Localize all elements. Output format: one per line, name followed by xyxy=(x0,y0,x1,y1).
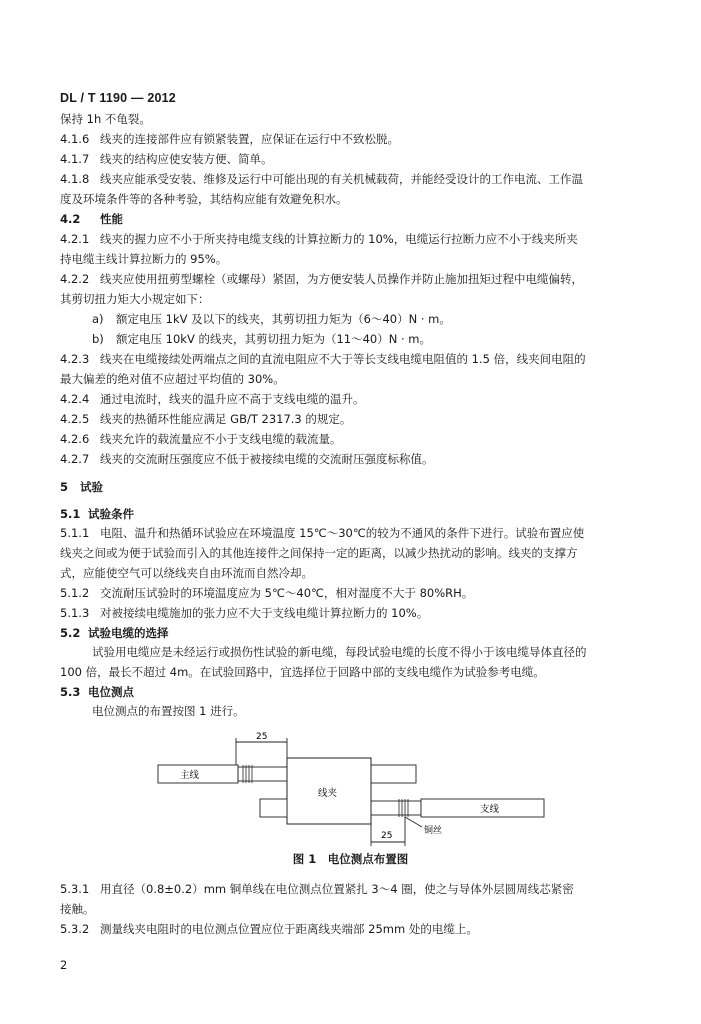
clause-4-1-6 xyxy=(60,130,399,149)
clause-4-2-3 xyxy=(60,350,586,369)
copper-wire-leader xyxy=(405,817,422,827)
clause-text: 线夹的热循环性能应满足 GB/T 2317.3 的规定。 xyxy=(100,412,352,426)
clause-4-1-8-cont: 度及环境条件等的各种考验，其结构应能有效避免积水。 xyxy=(60,192,348,206)
clause-4-2-7 xyxy=(60,450,434,469)
clause-text: 交流耐压试验时的环境温度应为 5℃～40℃，相对湿度不大于 80%RH。 xyxy=(100,586,474,600)
main-line-conductor xyxy=(238,767,288,781)
clause-number: 5.3 xyxy=(60,685,81,699)
section-title: 电位测点 xyxy=(88,685,134,699)
section-heading-5 xyxy=(60,478,103,497)
copper-wire-label: 铜丝 xyxy=(424,826,443,836)
clause-4-1-8 xyxy=(60,170,583,189)
document-code: DL / T 1190 — 2012 xyxy=(60,91,176,105)
clause-number: 4.1.8 xyxy=(60,172,90,186)
clause-text: 线夹的结构应使安装方便、简单。 xyxy=(100,152,273,166)
clause-number: 4.2.7 xyxy=(60,452,90,466)
clause-text: 线夹应能承受安装、维修及运行中可能出现的有关机械载荷，并能经受设计的工作电流、工作温 xyxy=(100,172,583,186)
clause-number: 4.1.6 xyxy=(60,132,90,146)
clause-number: 5 xyxy=(60,480,69,494)
clause-number: 5.1.2 xyxy=(60,586,90,600)
clause-number: 5.1 xyxy=(60,507,81,521)
section-heading-5-2 xyxy=(60,624,169,643)
section-heading-5-3 xyxy=(60,683,134,702)
main-line-label: 主线 xyxy=(180,770,200,781)
branch-line-cable-left xyxy=(260,799,287,817)
list-label: a) xyxy=(92,312,104,326)
clause-text: 通过电流时，线夹的温升应不高于支线电缆的温升。 xyxy=(100,392,365,406)
clause-number: 5.1.1 xyxy=(60,526,90,540)
list-label: b) xyxy=(92,332,104,346)
clause-4-1-7 xyxy=(60,150,273,169)
list-text: 额定电压 10kV 的线夹，其剪切扭力矩为（11～40）N · m。 xyxy=(116,332,432,346)
clause-text: 线夹的握力应不小于所夹持电缆支线的计算拉断力的 10%，电缆运行拉断力应不小于线夹所夹 xyxy=(100,232,578,246)
paragraph-5-3: 电位测点的布置按图 1 进行。 xyxy=(92,704,245,718)
clause-5-1-1-cont1: 线夹之间或为便于试验而引入的其他连接件之间保持一定的距离，以减少热扰动的影响。线夹的支撑方 xyxy=(60,546,578,560)
page-number: 2 xyxy=(60,958,68,972)
clamp-label: 线夹 xyxy=(318,788,338,799)
list-item-b xyxy=(92,330,431,349)
clause-5-1-1-cont2: 式，应能使空气可以绕线夹自由环流而自然冷却。 xyxy=(60,566,313,580)
clause-text: 对被接续电缆施加的张力应不大于支线电缆计算拉断力的 10%。 xyxy=(100,606,429,620)
clause-5-3-1 xyxy=(60,880,574,899)
clause-text: 线夹允许的载流量应不小于支线电缆的载流量。 xyxy=(100,432,342,446)
clause-number: 5.3.2 xyxy=(60,922,90,936)
section-title: 试验条件 xyxy=(88,507,134,521)
clause-number: 4.2 xyxy=(60,212,81,226)
dimension-label-bottom: 25 xyxy=(381,831,393,841)
list-text: 额定电压 1kV 及以下的线夹，其剪切扭力矩为（6～40）N · m。 xyxy=(116,312,451,326)
section-title: 试验 xyxy=(80,480,103,494)
clause-text: 用直径（0.8±0.2）mm 铜单线在电位测点位置紧扎 3～4 圈，使之与导体外层圆周线芯紧密 xyxy=(100,882,574,896)
dimension-label-top: 25 xyxy=(256,732,268,742)
section-heading-5-1 xyxy=(60,505,134,524)
clause-number: 4.2.4 xyxy=(60,392,90,406)
section-title: 试验电缆的选择 xyxy=(88,626,169,640)
text-line: 保持 1h 不龟裂。 xyxy=(60,112,151,126)
paragraph-5-2-cont: 100 倍，最长不超过 4m。在试验回路中，宜选择位于回路中部的支线电缆作为试验参考电缆。 xyxy=(60,665,545,679)
clause-5-3-1-cont: 接触。 xyxy=(60,902,95,916)
list-item-a xyxy=(92,310,451,329)
clause-number: 4.1.7 xyxy=(60,152,90,166)
figure-caption: 图 1 电位测点布置图 xyxy=(292,852,409,866)
clause-number: 4.2.1 xyxy=(60,232,90,246)
main-line-cable-right xyxy=(371,765,416,783)
clause-4-2-1 xyxy=(60,230,578,249)
clause-text: 测量线夹电阻时的电位测点位置应位于距离线夹端部 25mm 处的电缆上。 xyxy=(100,922,478,936)
clause-5-1-3 xyxy=(60,604,428,623)
clause-number: 4.2.3 xyxy=(60,352,90,366)
clause-5-1-2 xyxy=(60,584,473,603)
clause-text: 线夹的连接部件应有锁紧装置，应保证在运行中不致松脱。 xyxy=(100,132,399,146)
clause-text: 线夹在电缆接续处两端点之间的直流电阻应不大于等长支线电缆电阻值的 1.5 倍，线夹间电阻的 xyxy=(100,352,586,366)
clause-number: 4.2.6 xyxy=(60,432,90,446)
clause-text: 线夹应使用扭剪型螺栓（或螺母）紧固，为方便安装人员操作并防止施加扭矩过程中电缆偏转， xyxy=(100,272,583,286)
clause-number: 4.2.5 xyxy=(60,412,90,426)
branch-line-conductor xyxy=(371,801,421,815)
clause-number: 5.1.3 xyxy=(60,606,90,620)
clause-text: 线夹的交流耐压强度应不低于被接续电缆的交流耐压强度标称值。 xyxy=(100,452,434,466)
clause-4-2-2 xyxy=(60,270,583,289)
section-title: 性能 xyxy=(100,212,123,226)
clause-number: 5.2 xyxy=(60,626,81,640)
clause-4-2-6 xyxy=(60,430,342,449)
clause-4-2-4 xyxy=(60,390,365,409)
figure-1-diagram xyxy=(0,728,701,848)
clause-number: 5.3.1 xyxy=(60,882,90,896)
section-heading-4-2 xyxy=(60,210,123,229)
branch-line-label: 支线 xyxy=(480,804,500,815)
clause-5-1-1 xyxy=(60,524,584,543)
clause-5-3-2 xyxy=(60,920,478,939)
clause-4-2-3-cont: 最大偏差的绝对值不应超过平均值的 30%。 xyxy=(60,372,285,386)
paragraph-5-2: 试验用电缆应是未经运行或损伤性试验的新电缆，每段试验电缆的长度不得小于该电缆导体直径的 xyxy=(92,645,587,659)
clause-4-2-5 xyxy=(60,410,351,429)
clause-text: 电阻、温升和热循环试验应在环境温度 15℃～30℃的较为不通风的条件下进行。试验布置应使 xyxy=(100,526,585,540)
clause-4-2-2-cont: 其剪切扭力矩大小规定如下： xyxy=(60,292,210,306)
clause-number: 4.2.2 xyxy=(60,272,90,286)
clause-4-2-1-cont: 持电缆主线计算拉断力的 95%。 xyxy=(60,252,228,266)
